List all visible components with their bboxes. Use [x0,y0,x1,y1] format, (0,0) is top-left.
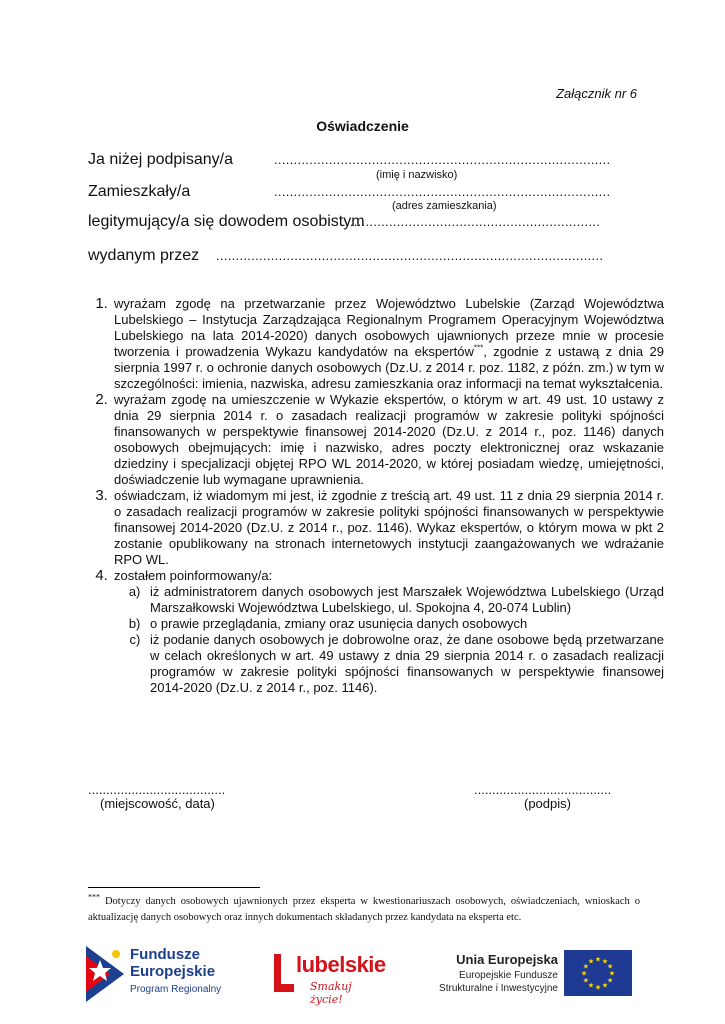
fe-line3: Program Regionalny [130,984,222,995]
signature-label: (podpis) [524,796,571,811]
eu-star-icon: ★ [587,957,595,966]
issued-field[interactable]: ................................................................................................... [216,248,604,263]
eu-star-icon: ★ [594,955,602,964]
footnote-separator [88,887,260,888]
address-label: Zamieszkały/a [88,183,191,200]
fe-star-icon [86,946,124,1002]
info-item-b: b. o prawie przeglądania, zmiany oraz usunięcia danych osobowych [144,616,664,632]
eu-star-icon: ★ [606,976,614,985]
eu-star-icon: ★ [594,983,602,992]
document-title: Oświadczenie [316,118,409,134]
id-label: legitymujący/a się dowodem osobistym [88,213,365,230]
unia-europejska-logo [424,950,636,1000]
info-sublist [114,584,664,696]
info-item-c: c. iż podanie danych osobowych je dobrowolne oraz, że dane osobowe będą przetwarzane w celach określonych w art. 49 ustawy z dnia 29 sierpnia 2014 r. o zasadach realizacji programów w zakresie polityki spójności finansowanych w perspektywie finansowej 2014-2020 (Dz.U. z 2014 r., poz. 1146). [144,632,664,696]
ue-line1: Unia Europejska [456,952,558,967]
eu-star-icon: ★ [582,962,590,971]
signature-field[interactable]: ...................................... [474,782,612,797]
eu-flag-icon [564,950,632,996]
place-date-field[interactable]: ...................................... [88,782,226,797]
ue-line3: Strukturalne i Inwestycyjne [439,983,558,994]
address-hint: (adres zamieszkania) [392,200,497,212]
eu-star-icon: ★ [606,962,614,971]
eu-star-icon: ★ [601,981,609,990]
eu-star-icon: ★ [608,969,616,978]
address-field[interactable]: ...................................................................................... [274,184,611,199]
name-label: Ja niżej podpisany/a [88,151,233,168]
fe-line1: Fundusze [130,946,200,963]
lubelskie-name: lubelskie [296,952,386,977]
id-field[interactable]: .................................................................. [342,214,601,229]
declaration-item-1: 1. wyrażam zgodę na przetwarzanie przez Województwo Lubelskie (Zarząd Województwa Lubelskiego – Instytucja Zarządzająca Regionalnym Programem Operacyjnym Województwa Lubelskiego na lata 2014-2020) danych osobowych ujawnionych przeze mnie w procesie tworzenia i prowadzenia Wykazu kandydatów na ekspertów***, zgodnie z ustawą z dnia 29 sierpnia 1997 r. o ochronie danych osobowych (Dz.U. z 2014 r. poz. 1182, z późn. zm.) w tym w szczególności: imienia, nazwiska, adresu zamieszkania oraz informacji na temat wykształcenia. [112,296,664,392]
lubelskie-slogan: Smakuj życie! [310,980,352,1006]
lubelskie-l-icon [270,952,296,994]
annex-label: Załącznik nr 6 [556,86,637,101]
fe-line2: Europejskie [130,963,216,980]
declaration-list [86,296,664,696]
declaration-item-4: 4. zostałem poinformowany/a: a. iż administratorem danych osobowych jest Marszałek Województwa Lubelskiego (Urząd Marszałkowski Województwa Lubelskiego, ul. Spokojna 4, 20-074 Lublin) b. o prawie przeglądania, zmiany oraz usunięcia danych osobowych c. iż podanie danych osobowych je dobrowolne oraz, że dane osobowe będą przetwarzane w celach określonych w art. 49 ustawy z dnia 29 sierpnia 2014 r. o zasadach realizacji programów w zakresie polityki spójności finansowanych w perspektywie finansowej 2014-2020 (Dz.U. z 2014 r., poz. 1146). [112,568,664,696]
fundusze-europejskie-logo [86,942,236,1004]
declaration-item-2: 2. wyrażam zgodę na umieszczenie w Wykazie ekspertów, o którym w art. 49 ust. 10 ustawy z dnia 29 sierpnia 2014 r. o zasadach realizacji programów w zakresie polityki spójności finansowanych w perspektywie finansowej 2014-2020 (Dz.U. z 2014 r., poz. 1146) danych osobowych obejmujących: imię i nazwisko, adres poczty elektronicznej oraz wskazanie dziedziny i specjalizacji objętej RPO WL 2014-2020, w której posiadam wiedzę, umiejętności, doświadczenie lub wymagane uprawnienia. [112,392,664,488]
eu-star-icon: ★ [587,981,595,990]
eu-star-icon: ★ [601,957,609,966]
declaration-item-3: 3. oświadczam, iż wiadomym mi jest, iż zgodnie z treścią art. 49 ust. 11 z dnia 29 sierpnia 2014 r. o zasadach realizacji programów w zakresie polityki spójności finansowanych w perspektywie finansowej 2014-2020 (Dz.U. z 2014 r., poz. 1146). Wykaz ekspertów, o którym mowa w pkt 2 zostanie opublikowany na stronach internetowych instytucji zaangażowanych we wdrażanie RPO WL. [112,488,664,568]
place-date-label: (miejscowość, data) [100,796,215,811]
footnote: *** Dotyczy danych osobowych ujawnionych przez eksperta w kwestionariuszach osobowych, oświadczeniach, wnioskach o aktualizację danych osobowych oraz innych dokumentach składanych przez kandydata na eksperta etc. [88,892,640,923]
name-field[interactable]: ...................................................................................... [274,152,611,167]
lubelskie-logo [270,950,386,1006]
eu-star-icon: ★ [580,969,588,978]
issued-label: wydanym przez [88,247,200,264]
ue-line2: Europejskie Fundusze [459,970,558,981]
info-item-a: a. iż administratorem danych osobowych jest Marszałek Województwa Lubelskiego (Urząd Marszałkowski Województwa Lubelskiego, ul. Spokojna 4, 20-074 Lublin) [144,584,664,616]
footnote-ref: *** [473,343,484,353]
name-hint: (imię i nazwisko) [376,169,458,181]
eu-star-icon: ★ [582,976,590,985]
